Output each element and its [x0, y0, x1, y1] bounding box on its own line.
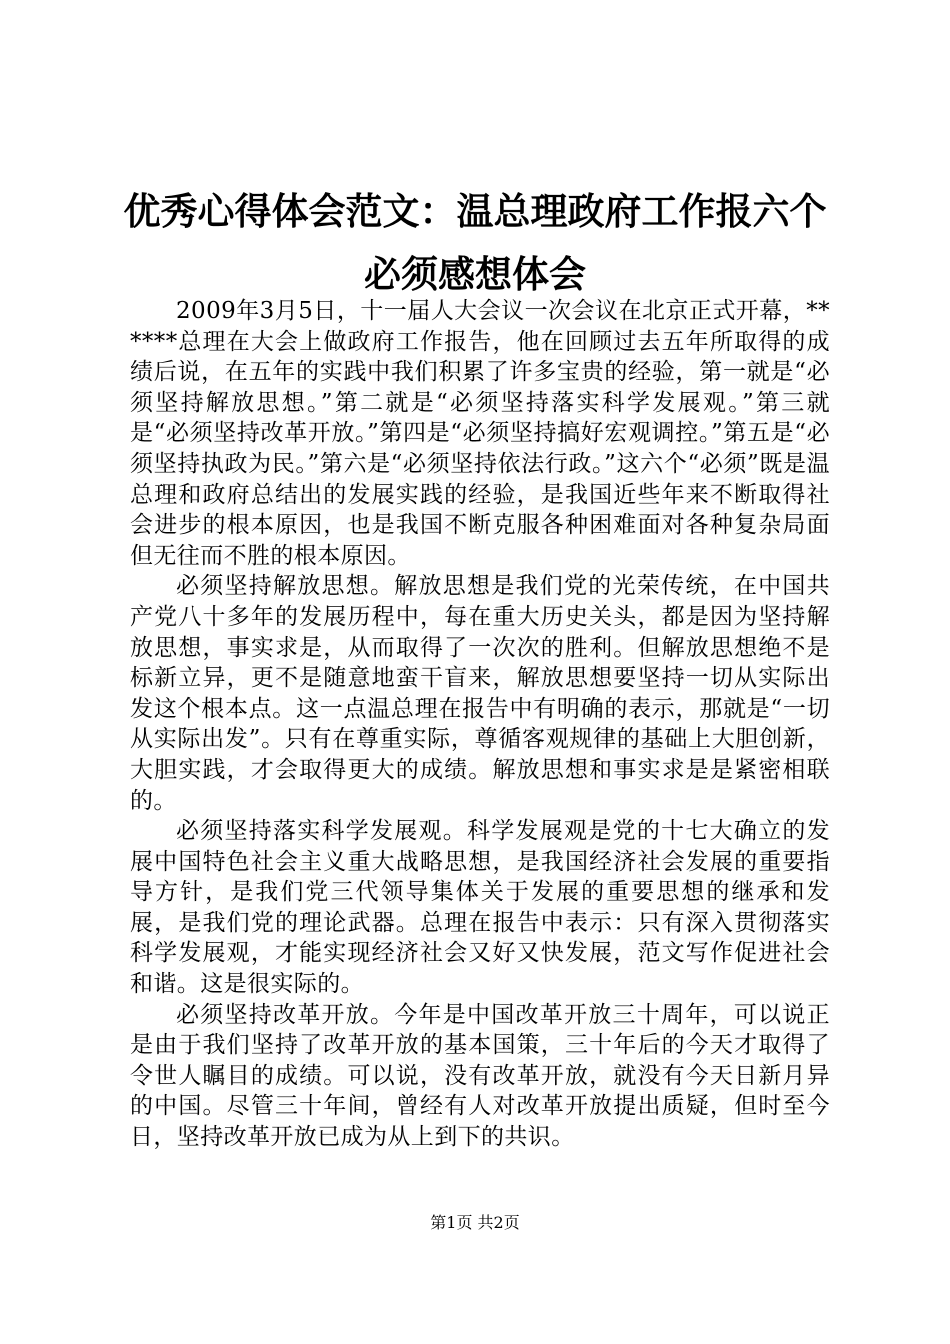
paragraph-scientific-development: 必须坚持落实科学发展观。科学发展观是党的十七大确立的发展中国特色社会主义重大战略思想，是我国经济社会发展的重要指导方针，是我们党三代领导集体关于发展的重要思想的继承和发展，是我们党的理论武器。总理在报告中表示：只有深入贯彻落实科学发展观，才能实现经济社会又好又快发展，范文写作促进社会和谐。这是很实际的。 — [130, 818, 830, 998]
paragraph-reform-opening: 必须坚持改革开放。今年是中国改革开放三十周年，可以说正是由于我们坚持了改革开放的基本国策，三十年后的今天才取得了令世人瞩目的成绩。可以说，没有改革开放，就没有今天日新月异的中国。尽管三十年间，曾经有人对改革开放提出质疑，但时至今日，坚持改革开放已成为从上到下的共识。 — [130, 1001, 830, 1151]
page-footer: 第1页 共2页 — [430, 1213, 520, 1232]
document-body — [130, 296, 830, 1153]
paragraph-liberate-thought: 必须坚持解放思想。解放思想是我们党的光荣传统，在中国共产党八十多年的发展历程中，每在重大历史关头，都是因为坚持解放思想，事实求是，从而取得了一次次的胜利。但解放思想绝不是标新立异，更不是随意地蛮干盲来，解放思想要坚持一切从实际出发这个根本点。这一点温总理在报告中有明确的表示，那就是“一切从实际出发”。只有在尊重实际，尊循客观规律的基础上大胆创新，大胆实践，才会取得更大的成绩。解放思想和事实求是是紧密相联的。 — [130, 573, 830, 814]
document-title: 优秀心得体会范文：温总理政府工作报六个必须感想体会 — [123, 189, 827, 296]
paragraph-intro: 2009年3月5日，十一届人大会议一次会议在北京正式开幕，******总理在大会上做政府工作报告，他在回顾过去五年所取得的成绩后说，在五年的实践中我们积累了许多宝贵的经验，第一就是“必须坚持解放思想。”第二就是“必须坚持落实科学发展观。”第三就是“必须坚持改革开放。”第四是“必须坚持搞好宏观调控。”第五是“必须坚持执政为民。”第六是“必须坚持依法行政。”这六个“必须”既是温总理和政府总结出的发展实践的经验，是我国近些年来不断取得社会进步的根本原因，也是我国不断克服各种困难面对各种复杂局面但无往而不胜的根本原因。 — [130, 298, 830, 569]
